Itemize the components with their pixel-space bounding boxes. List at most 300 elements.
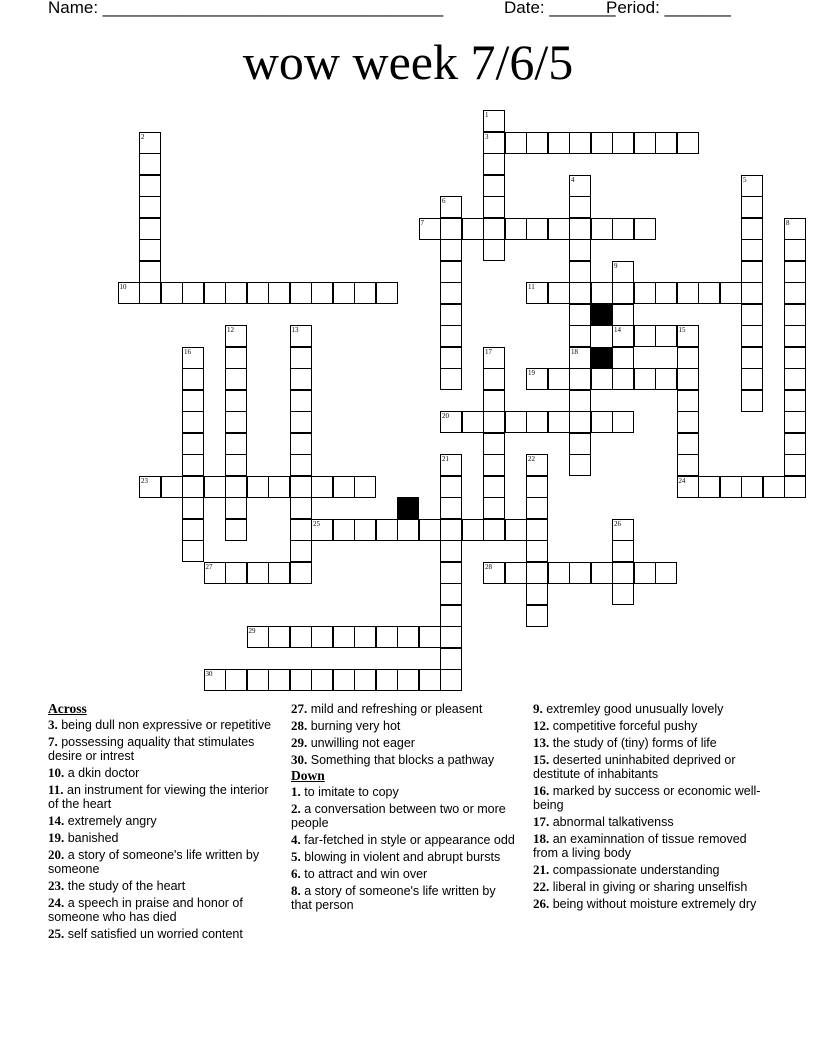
grid-cell[interactable] — [483, 110, 505, 132]
clue-number: 14 — [614, 326, 621, 334]
grid-cell[interactable] — [569, 239, 591, 261]
grid-cell[interactable] — [505, 132, 527, 154]
grid-cell[interactable] — [182, 497, 204, 519]
grid-cell[interactable] — [440, 497, 462, 519]
grid-cell[interactable] — [526, 497, 548, 519]
grid-cell[interactable] — [161, 476, 183, 498]
clue-item — [533, 753, 763, 781]
clue-item-text: competitive forceful pushy — [552, 719, 698, 733]
grid-cell[interactable] — [741, 347, 763, 369]
grid-cell[interactable] — [290, 325, 312, 347]
grid-cell[interactable] — [483, 153, 505, 175]
grid-cell[interactable] — [354, 476, 376, 498]
grid-cell[interactable] — [462, 218, 484, 240]
grid-cell[interactable] — [333, 519, 355, 541]
grid-cell[interactable] — [612, 540, 634, 562]
clue-number: 5 — [743, 175, 747, 184]
grid-cell[interactable] — [333, 626, 355, 648]
grid-cell[interactable] — [397, 626, 419, 648]
grid-cell[interactable] — [741, 304, 763, 326]
grid-cell[interactable] — [182, 476, 204, 498]
grid-cell[interactable] — [440, 648, 462, 670]
clue-item-number: 17. — [533, 814, 550, 829]
grid-cell[interactable] — [741, 196, 763, 218]
grid-cell[interactable] — [569, 325, 591, 347]
clue-number: 19 — [528, 369, 535, 377]
grid-cell[interactable] — [720, 282, 742, 304]
grid-cell[interactable] — [440, 261, 462, 283]
grid-cell[interactable] — [634, 132, 656, 154]
grid-cell[interactable] — [526, 368, 548, 390]
grid-cell[interactable] — [591, 132, 613, 154]
clues-column-1 — [48, 702, 276, 944]
grid-cell[interactable] — [397, 519, 419, 541]
grid-cell[interactable] — [741, 390, 763, 412]
grid-cell[interactable] — [268, 669, 290, 691]
grid-cell[interactable] — [677, 476, 699, 498]
grid-cell[interactable] — [677, 132, 699, 154]
grid-cell[interactable] — [741, 175, 763, 197]
grid-cell[interactable] — [677, 390, 699, 412]
grid-cell[interactable] — [784, 239, 806, 261]
grid-cell[interactable] — [225, 476, 247, 498]
grid-cell[interactable] — [290, 626, 312, 648]
grid-cell[interactable] — [784, 454, 806, 476]
clue-item-text: extremely angry — [67, 814, 157, 828]
grid-cell[interactable] — [247, 282, 269, 304]
grid-cell[interactable] — [526, 583, 548, 605]
grid-cell[interactable] — [741, 368, 763, 390]
grid-cell[interactable] — [569, 304, 591, 326]
grid-cell[interactable] — [634, 325, 656, 347]
grid-cell[interactable] — [225, 454, 247, 476]
grid-cell[interactable] — [784, 325, 806, 347]
grid-cell[interactable] — [569, 218, 591, 240]
grid-cell[interactable] — [247, 476, 269, 498]
grid-cell[interactable] — [784, 411, 806, 433]
grid-cell[interactable] — [612, 282, 634, 304]
grid-cell[interactable] — [569, 390, 591, 412]
clue-item-number: 22. — [533, 879, 550, 894]
grid-cell[interactable] — [440, 540, 462, 562]
grid-cell[interactable] — [182, 433, 204, 455]
grid-cell[interactable] — [311, 476, 333, 498]
clue-item — [48, 896, 276, 924]
grid-cell[interactable] — [247, 626, 269, 648]
grid-cell[interactable] — [311, 626, 333, 648]
grid-cell[interactable] — [440, 347, 462, 369]
grid-cell[interactable] — [290, 282, 312, 304]
grid-cell[interactable] — [225, 282, 247, 304]
grid-cell[interactable] — [483, 519, 505, 541]
grid-cell[interactable] — [526, 218, 548, 240]
grid-cell[interactable] — [419, 626, 441, 648]
grid-cell[interactable] — [741, 282, 763, 304]
clue-item — [48, 718, 276, 732]
clue-item-number: 26. — [533, 896, 550, 911]
grid-cell[interactable] — [483, 368, 505, 390]
grid-cell[interactable] — [612, 583, 634, 605]
name-field[interactable]: Name: ____________________________________ — [48, 0, 444, 17]
clue-item-text: being dull non expressive or repetitive — [61, 718, 272, 732]
grid-cell[interactable] — [204, 669, 226, 691]
grid-cell[interactable] — [483, 196, 505, 218]
grid-cell[interactable] — [526, 519, 548, 541]
clue-item-text: a conversation between two or more people — [291, 802, 506, 830]
grid-cell[interactable] — [526, 540, 548, 562]
clue-item-number: 24. — [48, 895, 65, 910]
grid-cell[interactable] — [784, 282, 806, 304]
grid-cell[interactable] — [526, 476, 548, 498]
grid-cell[interactable] — [204, 476, 226, 498]
grid-cell[interactable] — [763, 476, 785, 498]
grid-cell[interactable] — [440, 411, 462, 433]
grid-cell[interactable] — [182, 411, 204, 433]
clue-item — [533, 832, 763, 860]
grid-cell[interactable] — [612, 218, 634, 240]
clue-item — [533, 736, 763, 750]
grid-cell[interactable] — [784, 347, 806, 369]
grid-cell[interactable] — [784, 261, 806, 283]
grid-cell[interactable] — [483, 239, 505, 261]
clue-item — [48, 783, 276, 811]
grid-cell[interactable] — [569, 196, 591, 218]
grid-cell[interactable] — [376, 669, 398, 691]
grid-cell[interactable] — [634, 218, 656, 240]
clue-number: 24 — [678, 476, 686, 485]
grid-cell[interactable] — [268, 626, 290, 648]
grid-cell[interactable] — [505, 562, 527, 584]
grid-cell[interactable] — [483, 132, 505, 154]
clue-item-number: 5. — [291, 849, 301, 864]
grid-cell[interactable] — [698, 476, 720, 498]
clue-item-number: 16. — [533, 783, 550, 798]
clue-item-text: being without moisture extremely dry — [552, 897, 757, 911]
grid-cell[interactable] — [290, 562, 312, 584]
grid-cell[interactable] — [354, 626, 376, 648]
grid-cell[interactable] — [677, 282, 699, 304]
clue-number: 28 — [485, 562, 492, 571]
grid-cell[interactable] — [440, 368, 462, 390]
grid-cell[interactable] — [483, 218, 505, 240]
grid-cell[interactable] — [290, 368, 312, 390]
grid-cell[interactable] — [440, 605, 462, 627]
grid-cell[interactable] — [720, 476, 742, 498]
grid-cell[interactable] — [290, 411, 312, 433]
grid-cell[interactable] — [376, 519, 398, 541]
clue-item — [291, 850, 517, 864]
grid-cell[interactable] — [440, 583, 462, 605]
clue-item-text: unwilling not eager — [310, 736, 415, 750]
grid-cell[interactable] — [526, 282, 548, 304]
grid-cell[interactable] — [182, 519, 204, 541]
grid-cell[interactable] — [505, 519, 527, 541]
grid-cell[interactable] — [225, 368, 247, 390]
grid-cell[interactable] — [569, 562, 591, 584]
clue-number: 12 — [227, 326, 234, 334]
grid-cell[interactable] — [569, 368, 591, 390]
grid-cell[interactable] — [677, 454, 699, 476]
clue-number: 4 — [571, 175, 575, 184]
grid-cell[interactable] — [483, 175, 505, 197]
clue-item-number: 23. — [48, 878, 65, 893]
grid-cell[interactable] — [440, 325, 462, 347]
grid-cell[interactable] — [741, 261, 763, 283]
page-title: wow week 7/6/5 — [242, 34, 574, 90]
clue-number: 6 — [442, 197, 446, 205]
grid-cell[interactable] — [526, 454, 548, 476]
grid-cell[interactable] — [354, 282, 376, 304]
grid-cell[interactable] — [569, 411, 591, 433]
grid-cell[interactable] — [612, 347, 634, 369]
grid-cell[interactable] — [483, 476, 505, 498]
grid-cell[interactable] — [290, 433, 312, 455]
grid-cell[interactable] — [677, 411, 699, 433]
grid-cell[interactable] — [311, 282, 333, 304]
grid-cell[interactable] — [268, 476, 290, 498]
grid-cell[interactable] — [139, 282, 161, 304]
clue-item-number: 4. — [291, 832, 301, 847]
grid-cell[interactable] — [591, 411, 613, 433]
grid-cell[interactable] — [268, 562, 290, 584]
grid-cell[interactable] — [483, 497, 505, 519]
grid-cell[interactable] — [440, 476, 462, 498]
grid-cell[interactable] — [225, 411, 247, 433]
grid-cell[interactable] — [483, 411, 505, 433]
grid-cell[interactable] — [225, 519, 247, 541]
grid-cell[interactable] — [440, 519, 462, 541]
grid-cell[interactable] — [634, 562, 656, 584]
grid-cell[interactable] — [333, 282, 355, 304]
grid-cell[interactable] — [741, 476, 763, 498]
grid-cell[interactable] — [526, 562, 548, 584]
grid-cell[interactable] — [548, 368, 570, 390]
grid-cell[interactable] — [677, 325, 699, 347]
grid-cell[interactable] — [225, 390, 247, 412]
grid-cell[interactable] — [290, 497, 312, 519]
grid-cell[interactable] — [612, 325, 634, 347]
clue-item — [48, 735, 276, 763]
grid-cell[interactable] — [548, 218, 570, 240]
grid-cell[interactable] — [354, 669, 376, 691]
grid-cell[interactable] — [591, 562, 613, 584]
grid-cell[interactable] — [139, 132, 161, 154]
grid-cell[interactable] — [225, 433, 247, 455]
grid-cell[interactable] — [440, 626, 462, 648]
grid-cell[interactable] — [397, 669, 419, 691]
grid-cell[interactable] — [655, 368, 677, 390]
grid-cell[interactable] — [182, 368, 204, 390]
clue-item — [533, 880, 763, 894]
clue-item — [48, 848, 276, 876]
grid-cell[interactable] — [204, 282, 226, 304]
grid-cell[interactable] — [311, 519, 333, 541]
grid-cell[interactable] — [677, 433, 699, 455]
grid-cell[interactable] — [139, 175, 161, 197]
grid-cell[interactable] — [612, 132, 634, 154]
grid-cell[interactable] — [182, 454, 204, 476]
grid-cell[interactable] — [139, 476, 161, 498]
grid-cell[interactable] — [505, 411, 527, 433]
grid-cell[interactable] — [139, 239, 161, 261]
grid-cell[interactable] — [784, 476, 806, 498]
clue-item-text: marked by success or economic well-being — [533, 784, 761, 812]
grid-cell[interactable] — [483, 433, 505, 455]
grid-cell[interactable] — [655, 562, 677, 584]
grid-cell[interactable] — [677, 347, 699, 369]
black-square — [591, 304, 613, 326]
grid-cell[interactable] — [526, 411, 548, 433]
grid-cell[interactable] — [139, 153, 161, 175]
grid-cell[interactable] — [569, 454, 591, 476]
grid-cell[interactable] — [591, 218, 613, 240]
grid-cell[interactable] — [483, 347, 505, 369]
grid-cell[interactable] — [376, 282, 398, 304]
grid-cell[interactable] — [548, 562, 570, 584]
grid-cell[interactable] — [784, 218, 806, 240]
grid-cell[interactable] — [182, 390, 204, 412]
grid-cell[interactable] — [247, 562, 269, 584]
grid-cell[interactable] — [677, 368, 699, 390]
grid-cell[interactable] — [569, 282, 591, 304]
grid-cell[interactable] — [290, 669, 312, 691]
grid-cell[interactable] — [784, 433, 806, 455]
grid-cell[interactable] — [225, 669, 247, 691]
grid-cell[interactable] — [161, 282, 183, 304]
grid-cell[interactable] — [655, 282, 677, 304]
clue-number: 9 — [614, 261, 618, 270]
clue-item — [48, 927, 276, 941]
grid-cell[interactable] — [290, 347, 312, 369]
grid-cell[interactable] — [784, 390, 806, 412]
grid-cell[interactable] — [548, 132, 570, 154]
clue-item-text: extremley good unusually lovely — [546, 702, 724, 716]
grid-cell[interactable] — [741, 239, 763, 261]
grid-cell[interactable] — [591, 368, 613, 390]
grid-cell[interactable] — [483, 454, 505, 476]
clue-item-text: deserted uninhabited deprived or destitute of inhabitants — [533, 753, 736, 781]
grid-cell[interactable] — [225, 562, 247, 584]
grid-cell[interactable] — [247, 669, 269, 691]
grid-cell[interactable] — [225, 347, 247, 369]
grid-cell[interactable] — [440, 282, 462, 304]
clue-number: 27 — [205, 562, 213, 571]
grid-cell[interactable] — [440, 454, 462, 476]
grid-cell[interactable] — [612, 519, 634, 541]
grid-cell[interactable] — [526, 132, 548, 154]
grid-cell[interactable] — [440, 196, 462, 218]
grid-cell[interactable] — [741, 218, 763, 240]
clue-item-text: a story of someone's life written by someone — [48, 848, 260, 876]
grid-cell[interactable] — [225, 497, 247, 519]
grid-cell[interactable] — [290, 390, 312, 412]
grid-cell[interactable] — [139, 261, 161, 283]
clue-item — [291, 802, 517, 830]
grid-cell[interactable] — [612, 261, 634, 283]
grid-cell[interactable] — [290, 454, 312, 476]
clue-number: 10 — [119, 283, 127, 291]
grid-cell[interactable] — [612, 368, 634, 390]
grid-cell[interactable] — [548, 411, 570, 433]
grid-cell[interactable] — [440, 669, 462, 691]
clue-number: 20 — [442, 412, 449, 420]
grid-cell[interactable] — [655, 325, 677, 347]
grid-cell[interactable] — [268, 282, 290, 304]
period-field[interactable]: Period: _______ — [606, 0, 731, 17]
grid-cell[interactable] — [333, 476, 355, 498]
grid-cell[interactable] — [462, 411, 484, 433]
grid-cell[interactable] — [290, 540, 312, 562]
grid-cell[interactable] — [290, 519, 312, 541]
grid-cell[interactable] — [333, 669, 355, 691]
grid-cell[interactable] — [634, 368, 656, 390]
clue-item-text: a story of someone's life written by that person — [291, 884, 496, 912]
grid-cell[interactable] — [440, 304, 462, 326]
clue-item-text: compassionate understanding — [552, 863, 720, 877]
grid-cell[interactable] — [139, 218, 161, 240]
grid-cell[interactable] — [784, 304, 806, 326]
grid-cell[interactable] — [526, 605, 548, 627]
grid-cell[interactable] — [612, 304, 634, 326]
grid-cell[interactable] — [440, 239, 462, 261]
grid-cell[interactable] — [440, 562, 462, 584]
grid-cell[interactable] — [483, 562, 505, 584]
grid-cell[interactable] — [354, 519, 376, 541]
clue-item — [291, 719, 517, 733]
grid-cell[interactable] — [118, 282, 140, 304]
grid-cell[interactable] — [612, 411, 634, 433]
grid-cell[interactable] — [698, 282, 720, 304]
grid-cell[interactable] — [139, 196, 161, 218]
grid-cell[interactable] — [440, 218, 462, 240]
grid-cell[interactable] — [634, 282, 656, 304]
grid-cell[interactable] — [419, 519, 441, 541]
grid-cell[interactable] — [784, 368, 806, 390]
grid-cell[interactable] — [182, 347, 204, 369]
grid-cell[interactable] — [591, 282, 613, 304]
grid-cell[interactable] — [419, 669, 441, 691]
grid-cell[interactable] — [290, 476, 312, 498]
grid-cell[interactable] — [462, 519, 484, 541]
grid-cell[interactable] — [612, 562, 634, 584]
clue-item-text: self satisfied un worried content — [67, 927, 243, 941]
grid-cell[interactable] — [204, 562, 226, 584]
grid-cell[interactable] — [225, 325, 247, 347]
grid-cell[interactable] — [569, 433, 591, 455]
clue-item-text: an examinnation of tissue removed from a living body — [533, 832, 747, 860]
grid-cell[interactable] — [376, 626, 398, 648]
grid-cell[interactable] — [569, 347, 591, 369]
grid-cell[interactable] — [505, 218, 527, 240]
grid-cell[interactable] — [548, 282, 570, 304]
grid-cell[interactable] — [655, 132, 677, 154]
grid-cell[interactable] — [182, 282, 204, 304]
grid-cell[interactable] — [569, 261, 591, 283]
clues-column-3 — [533, 702, 763, 914]
grid-cell[interactable] — [419, 218, 441, 240]
clue-item — [48, 831, 276, 845]
grid-cell[interactable] — [741, 325, 763, 347]
clue-item-text: far-fetched in style or appearance odd — [304, 833, 515, 847]
date-field[interactable]: Date: _______ — [504, 0, 616, 17]
grid-cell[interactable] — [483, 390, 505, 412]
grid-cell[interactable] — [311, 669, 333, 691]
clue-item — [533, 702, 763, 716]
grid-cell[interactable] — [569, 132, 591, 154]
grid-cell[interactable] — [182, 540, 204, 562]
grid-cell[interactable] — [569, 175, 591, 197]
clue-item-number: 21. — [533, 862, 550, 877]
